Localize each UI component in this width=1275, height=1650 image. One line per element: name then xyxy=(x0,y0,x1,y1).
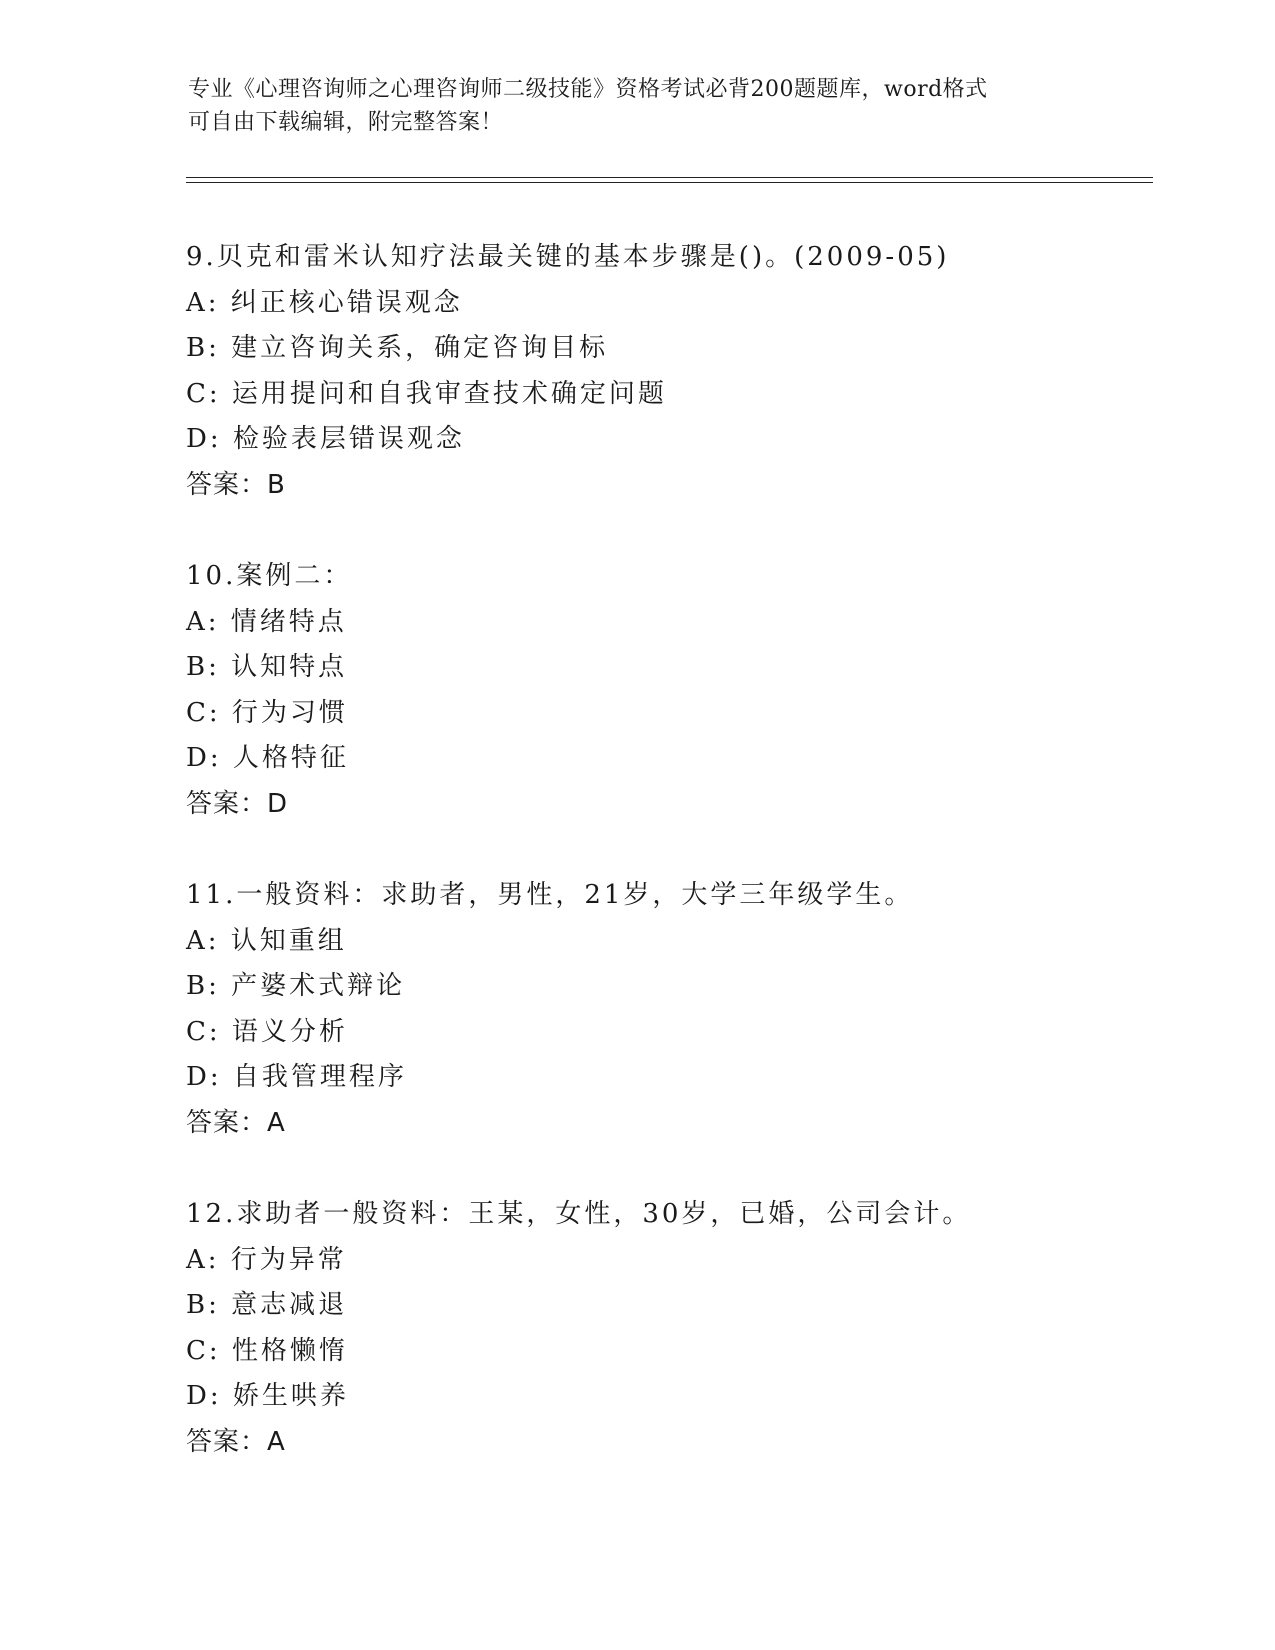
option-c: C: 语义分析 xyxy=(186,1016,348,1047)
question-list xyxy=(186,235,1146,1465)
question-item xyxy=(186,873,1146,1146)
question-spacer xyxy=(186,827,1146,873)
question-stem: 11.一般资料：求助者，男性，21岁，大学三年级学生。 xyxy=(186,880,914,910)
option-a: A: 行为异常 xyxy=(186,1244,347,1275)
option-b: B: 产婆术式辩论 xyxy=(186,971,406,1001)
question-item xyxy=(186,1192,1146,1465)
option-a: A: 认知重组 xyxy=(186,925,347,956)
header-divider-top xyxy=(186,177,1153,178)
question-spacer xyxy=(186,508,1146,554)
answer: 答案：A xyxy=(186,1426,286,1457)
option-a: A: 纠正核心错误观念 xyxy=(186,287,463,318)
question-stem: 10.案例二： xyxy=(186,561,353,591)
option-c: C: 行为习惯 xyxy=(186,697,348,728)
option-c: C: 运用提问和自我审查技术确定问题 xyxy=(186,378,667,409)
question-item xyxy=(186,554,1146,827)
option-a: A: 情绪特点 xyxy=(186,606,347,637)
header-title-line-2: 可自由下载编辑，附完整答案！ xyxy=(188,110,504,135)
answer: 答案：D xyxy=(186,788,289,819)
option-d: D: 人格特征 xyxy=(186,743,349,773)
option-d: D: 娇生哄养 xyxy=(186,1381,349,1411)
answer: 答案：B xyxy=(186,469,286,500)
option-b: B: 建立咨询关系，确定咨询目标 xyxy=(186,333,609,363)
option-d: D: 自我管理程序 xyxy=(186,1062,407,1092)
question-stem: 9.贝克和雷米认知疗法最关键的基本步骤是()。(2009-05) xyxy=(186,242,950,272)
option-b: B: 认知特点 xyxy=(186,652,348,682)
document-header xyxy=(188,73,1088,139)
question-spacer xyxy=(186,1146,1146,1192)
question-item xyxy=(186,235,1146,508)
header-title-line-1: 专业《心理咨询师之心理咨询师二级技能》资格考试必背200题题库，word格式 xyxy=(188,77,988,102)
option-c: C: 性格懒惰 xyxy=(186,1335,348,1366)
option-d: D: 检验表层错误观念 xyxy=(186,424,465,454)
answer: 答案：A xyxy=(186,1107,286,1138)
option-b: B: 意志减退 xyxy=(186,1290,348,1320)
question-stem: 12.求助者一般资料：王某，女性，30岁，已婚，公司会计。 xyxy=(186,1199,972,1229)
header-divider-bottom xyxy=(186,182,1153,183)
